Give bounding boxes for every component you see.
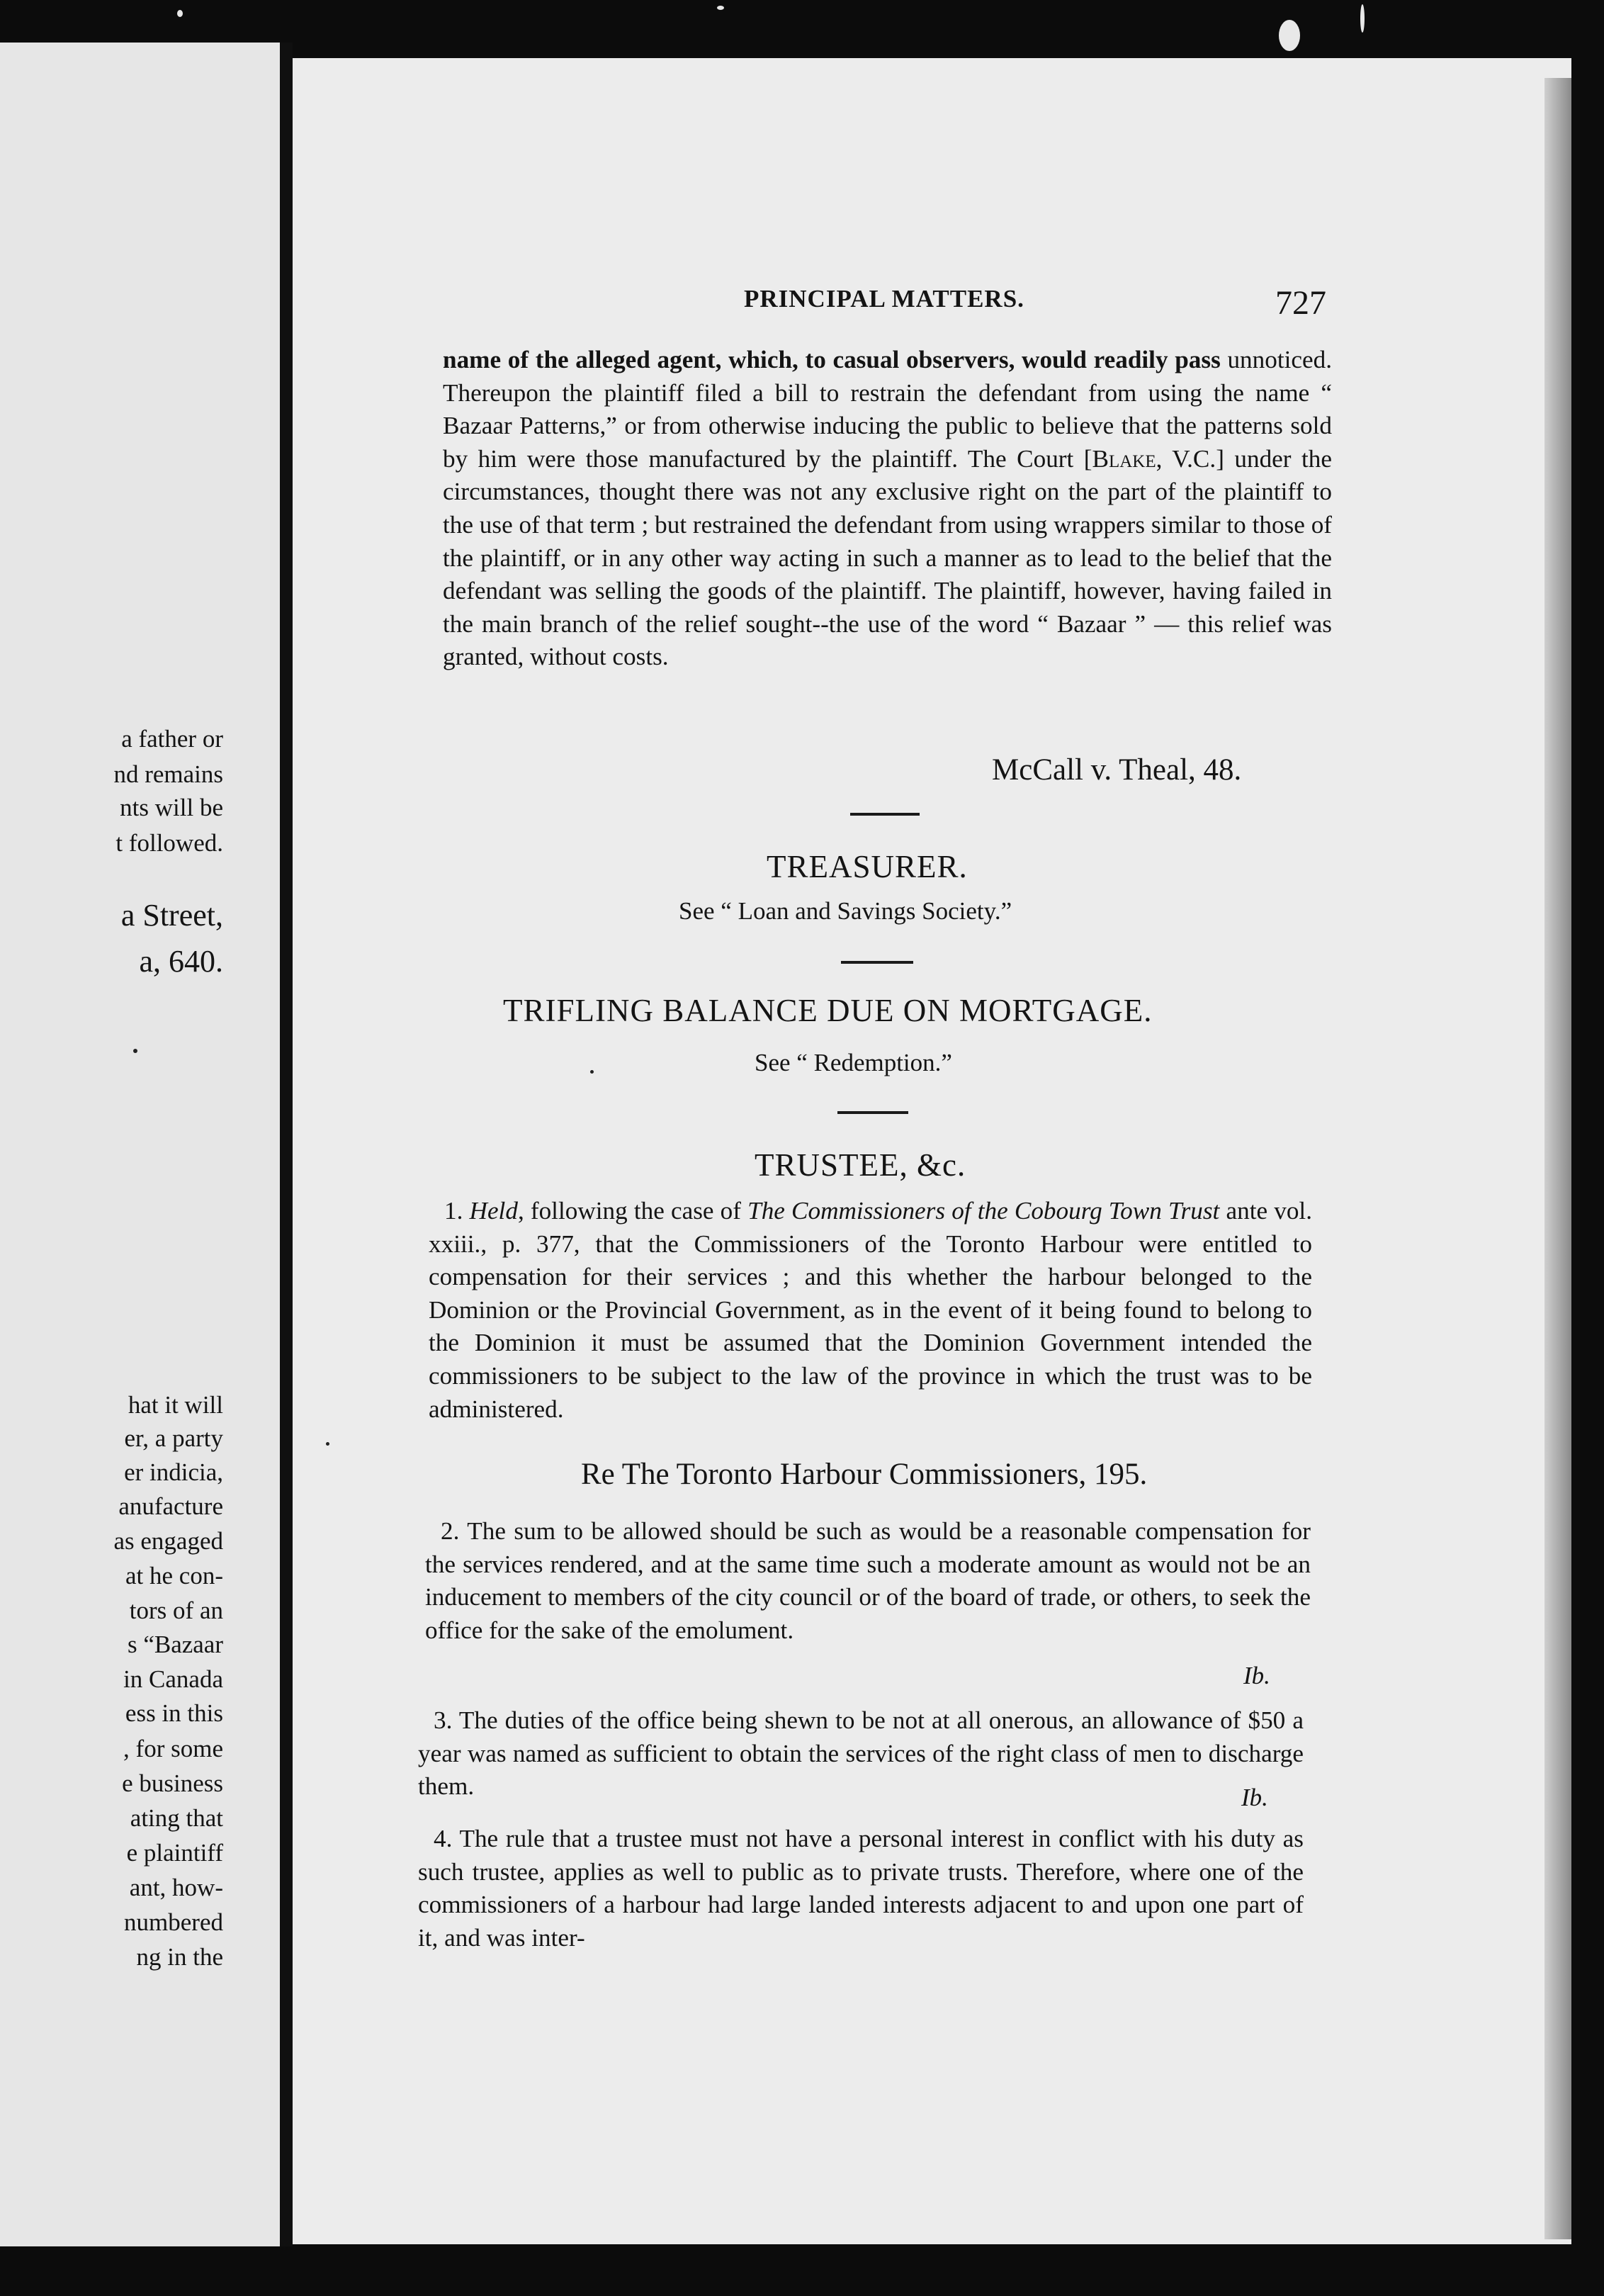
left-page-fragment: hat it will [128,1391,223,1419]
left-page-fragment: at he con- [125,1562,223,1589]
trustee-item-1: 1. Held, following the case of The Commissioners of the Cobourg Town Trust ante vol. xxiii., p. 377, that the Commissioners of the Toronto Harbour were entitled to compensation for their services ; and this whether the harbour belonged to the Dominion or the Provincial Government, as in the event of it being found to belong to the Dominion it must be assumed that the Dominion Government intended the commissioners to be subject to the law of the province in which the trust was to be administered. [429,1197,1312,1423]
left-page-fragment: as engaged [113,1527,223,1555]
left-page-edge [0,43,280,2246]
left-page-fragment: a Street, [120,898,223,933]
left-page-fragment: , for some [123,1735,223,1762]
trustee-item-1-citation: Re The Toronto Harbour Commissioners, 195. [581,1458,1148,1491]
left-page-fragment: in Canada [123,1665,223,1693]
left-page-fragment: er, a party [124,1424,223,1452]
page-gutter [280,43,293,2246]
left-page-fragment: er indicia, [124,1458,223,1486]
heading-treasurer: TREASURER. [767,849,968,884]
section-rule [841,961,913,964]
trustee-item-3-citation: Ib. [1241,1784,1268,1811]
left-page-fragment: ess in this [125,1699,223,1727]
page-edge-shadow [1544,78,1571,2239]
left-page-fragment: e plaintiff [126,1839,223,1867]
intro-paragraph: name of the alleged agent, which, to casual observers, would readily pass unnoticed. Thereupon the plaintiff filed a bill to restrain the defendant from using the name “ Bazaar Patterns,” or from otherwise inducing the public to believe that the patterns sold by him were those manufactured by the plaintiff. The Court [Blake, V.C.] under the circumstances, thought there was not any exclusive right on the part of the plaintiff to the use of that term ; but restrained the defendant from using wrappers similar to those of the plaintiff, or in any other way acting in such a manner as to lead to the belief that the defendant was selling the goods of the plaintiff. The plaintiff, however, having failed in the main branch of the relief sought--the use of the word “ Bazaar ” — this relief was granted, without costs. [443,346,1333,671]
left-page-fragment: a father or [121,725,223,753]
left-page-fragment: e business [122,1769,223,1797]
see-reference-redemption: See “ Redemption.” [755,1049,952,1076]
scan-speck [177,10,183,17]
running-head: PRINCIPAL MATTERS. [744,285,1024,313]
scan-speck [1360,4,1365,33]
left-page-fragment: ating that [130,1804,223,1832]
scan-speck [1279,20,1300,51]
left-page-fragment: nd remains [113,760,223,788]
section-rule [850,813,920,816]
scan-speck [717,6,724,10]
trustee-item-3: 3. The duties of the office being shewn to be not at all onerous, an allowance of $50 a year was named as sufficient to obtain the services of the right class of men to discharge them. [418,1706,1304,1801]
left-page-fragment: nts will be [120,794,223,821]
trustee-item-4: 4. The rule that a trustee must not have a personal interest in conflict with his duty as such trustee, applies as well to public as to private trusts. Therefore, where one of the commissioners of a harbour had large landed interests adjacent to and upon one part of it, and was inter- [418,1825,1304,1952]
trustee-item-2: 2. The sum to be allowed should be such as would be a reasonable compensation for the services rendered, and at the same time such a moderate amount as would not be an inducement to members of the city council or of the board of trade, or others, to seek the office for the sake of the emolument. [425,1517,1311,1644]
scan-speck [326,1442,329,1446]
left-page-fragment: a, 640. [139,944,223,979]
left-page-fragment: ant, how- [129,1874,223,1901]
section-rule [837,1111,908,1114]
left-page-fragment: ng in the [136,1943,223,1971]
page-number: 727 [1275,284,1326,322]
left-page-fragment: s “Bazaar [127,1631,223,1658]
intro-citation: McCall v. Theal, 48. [992,753,1242,787]
left-page-fragment: t followed. [115,829,223,857]
left-page-fragment: tors of an [129,1597,223,1624]
scan-speck [590,1070,594,1074]
see-reference-treasurer: See “ Loan and Savings Society.” [679,897,1012,925]
left-page-fragment: numbered [124,1908,223,1936]
trustee-item-2-citation: Ib. [1243,1662,1270,1689]
left-page-fragment: anufacture [118,1492,223,1520]
heading-trifling-balance: TRIFLING BALANCE DUE ON MORTGAGE. [503,993,1153,1028]
scan-speck [133,1049,137,1053]
heading-trustee: TRUSTEE, &c. [755,1147,966,1183]
